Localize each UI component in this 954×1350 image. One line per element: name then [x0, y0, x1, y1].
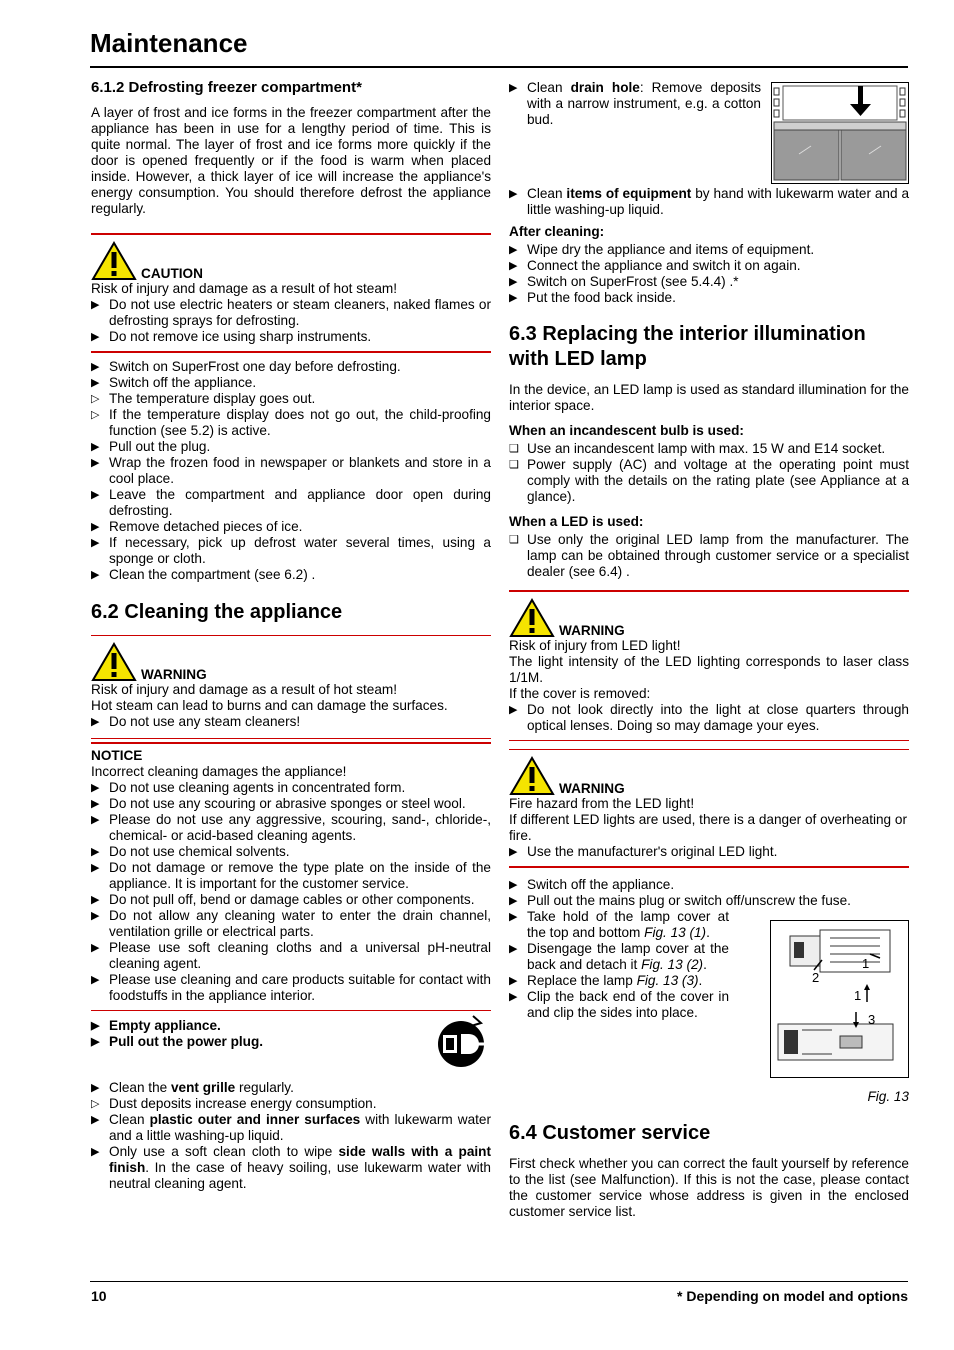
- warning-label: WARNING: [141, 667, 207, 682]
- title-rule: [90, 66, 908, 68]
- arrow-bullet-icon: ▶: [509, 879, 518, 891]
- list-item: ▷ If the temperature display does not go out, the child-proofing function (see 5.2) is active.: [91, 407, 491, 438]
- list-item: ▶ Switch on SuperFrost (see 5.4.4) .*: [509, 274, 739, 289]
- list-item: ▶ Connect the appliance and switch it on again.: [509, 258, 801, 273]
- arrow-bullet-icon: ▶: [509, 895, 518, 907]
- page-title: Maintenance: [90, 28, 248, 58]
- led-heading: When a LED is used:: [509, 514, 644, 529]
- defrost-steps: [91, 359, 491, 583]
- arrow-bullet-icon: ▶: [509, 82, 518, 94]
- figure-callout-1: 1: [854, 988, 862, 1003]
- footer-note: * Depending on model and options: [677, 1288, 908, 1304]
- result-bullet-icon: ▷: [91, 1098, 100, 1110]
- list-item: ▶ Replace the lamp Fig. 13 (3).: [509, 973, 703, 988]
- arrow-bullet-icon: ▶: [91, 716, 100, 728]
- list-item: ▶ Clean items of equipment by hand with lukewarm water and a little washing-up liquid.: [509, 186, 910, 217]
- list-item: ▷ The temperature display goes out.: [91, 391, 316, 406]
- checkbox-bullet-icon: ❑: [509, 459, 519, 471]
- list-item: ▶ Pull out the mains plug or switch off/unscrew the fuse.: [509, 893, 851, 908]
- arrow-bullet-icon: ▶: [91, 798, 100, 810]
- warning-icon: [91, 642, 137, 682]
- list-item: ▶ Do not use any scouring or abrasive sponges or steel wool.: [91, 796, 466, 811]
- list-item: ▷ Dust deposits increase energy consumption.: [91, 1096, 377, 1111]
- section-heading-6-3: 6.3 Replacing the interior illumination with LED lamp: [509, 323, 866, 370]
- notice-label: NOTICE: [91, 748, 143, 763]
- right-column: [509, 80, 909, 1220]
- list-item: ❑ Use only the original LED lamp from the manufacturer. The lamp can be obtained through customer service or a specialist dealer (see 6.4) .: [509, 532, 909, 579]
- after-cleaning-list: [509, 242, 909, 306]
- figure-callout-1: 1: [862, 956, 870, 971]
- page-number: 10: [91, 1288, 107, 1304]
- list-item: ▶ Wrap the frozen food in newspaper or blankets and store in a cool place.: [91, 455, 491, 486]
- warning2-top-rule: [509, 749, 909, 750]
- list-item: ▶ Do not allow any cleaning water to enter the drain channel, ventilation grille or electrical parts.: [91, 908, 491, 939]
- incandescent-list: [509, 441, 909, 505]
- warning-top-rule: [91, 635, 491, 636]
- warning-icon: [509, 598, 555, 638]
- warning-text: Hot steam can lead to burns and can damage the surfaces.: [91, 698, 448, 713]
- arrow-bullet-icon: ▶: [91, 1020, 100, 1032]
- warning2-bottom-rule: [509, 866, 909, 868]
- warning2-header: [509, 756, 909, 796]
- lamp-figure-block: [509, 909, 909, 1085]
- after-cleaning-heading: After cleaning:: [509, 224, 605, 239]
- list-item: ▶ Clean the compartment (see 6.2) .: [91, 567, 316, 582]
- lamp-replacement-figure: [770, 920, 909, 1078]
- list-item: ▶ Pull out the plug.: [91, 439, 211, 454]
- section-heading-6-4: 6.4 Customer service: [509, 1122, 711, 1144]
- list-item: ▶ Leave the compartment and appliance door open during defrosting.: [91, 487, 491, 518]
- list-item: ▶ Please use cleaning and care products suitable for contact with foodstuffs in the appliance interior.: [91, 972, 491, 1003]
- caution-label: CAUTION: [141, 266, 203, 281]
- section-heading-6-1-2: 6.1.2 Defrosting freezer compartment*: [91, 79, 362, 96]
- warning1-text: The light intensity of the LED lighting corresponds to laser class 1/1M.: [509, 654, 909, 685]
- footer-rule: [90, 1281, 908, 1282]
- warning2-text: Fire hazard from the LED light!: [509, 796, 695, 811]
- list-item: ▶ Only use a soft clean cloth to wipe side walls with a paint finish. In the case of heavy soiling, use lukewarm water with neutral cleaning agent.: [91, 1144, 491, 1191]
- arrow-bullet-icon: ▶: [509, 911, 518, 923]
- checkbox-bullet-icon: ❑: [509, 534, 519, 546]
- list-item: ▶ Do not use cleaning agents in concentrated form.: [91, 780, 406, 795]
- led-intro: In the device, an LED lamp is used as standard illumination for the interior space.: [509, 382, 909, 413]
- arrow-bullet-icon: ▶: [91, 782, 100, 794]
- list-item: ▶ Switch off the appliance.: [91, 375, 257, 390]
- list-item: ▶ Clean the vent grille regularly.: [91, 1080, 294, 1095]
- arrow-bullet-icon: ▶: [509, 292, 518, 304]
- list-item: ▶ Switch off the appliance.: [509, 877, 675, 892]
- warning2-list: [509, 844, 909, 860]
- warning1-bottom-rule: [509, 740, 909, 741]
- list-item: ▶ Disengage the lamp cover at the back and detach it Fig. 13 (2).: [509, 941, 729, 972]
- list-item: ▶ Do not use any steam cleaners!: [91, 714, 301, 729]
- unplug-list: [91, 1018, 491, 1050]
- list-item: ▶ Do not use electric heaters or steam cleaners, naked flames or defrosting sprays for defrosting.: [91, 297, 491, 328]
- list-item: ▶ Use the manufacturer's original LED light.: [509, 844, 778, 859]
- caution-header: [91, 241, 491, 281]
- caution-warning-icon: [91, 241, 137, 281]
- arrow-bullet-icon: ▶: [91, 862, 100, 874]
- caution-list: [91, 297, 491, 345]
- arrow-bullet-icon: ▶: [91, 299, 100, 311]
- figure-callout-3: 3: [868, 1012, 876, 1027]
- checkbox-bullet-icon: ❑: [509, 443, 519, 455]
- notice-bottom-rule: [91, 1010, 491, 1011]
- arrow-bullet-icon: ▶: [509, 943, 518, 955]
- list-item: ▶ Clip the back end of the cover in and clip the sides into place.: [509, 989, 729, 1020]
- warning-list: [91, 714, 491, 730]
- arrow-bullet-icon: ▶: [91, 910, 100, 922]
- warning-text: Risk of injury and damage as a result of hot steam!: [91, 682, 398, 697]
- defrost-intro: A layer of frost and ice forms in the freezer compartment after the appliance has been in use for a lengthy period of time. This is quite normal. The layer of frost and ice forms more quickly if the door is opened frequently or if the food is warm when placed inside. However, a thick layer of ice will increase the appliance's energy consumption. You should therefore defrost the appliance regularly.: [91, 105, 491, 216]
- list-item: ▶ Do not look directly into the light at close quarters through optical lenses. Doing so may damage your eyes.: [509, 702, 909, 733]
- list-item: ▶ Take hold of the lamp cover at the top and bottom Fig. 13 (1).: [509, 909, 729, 940]
- list-item: ▶ Do not pull off, bend or damage cables or other components.: [91, 892, 475, 907]
- list-item: ▶ Do not use chemical solvents.: [91, 844, 290, 859]
- arrow-bullet-icon: ▶: [91, 974, 100, 986]
- drain-hole-block: [509, 80, 909, 184]
- warning1-top-rule: [509, 590, 909, 592]
- list-item: ▶ Switch on SuperFrost one day before defrosting.: [91, 359, 401, 374]
- warning1-list: [509, 702, 909, 734]
- warning-bottom-rule: [91, 738, 491, 739]
- arrow-bullet-icon: ▶: [509, 975, 518, 987]
- arrow-bullet-icon: ▶: [91, 1036, 100, 1048]
- arrow-bullet-icon: ▶: [91, 814, 100, 826]
- arrow-bullet-icon: ▶: [509, 260, 518, 272]
- drain-list: [509, 80, 761, 128]
- list-item: ▶ Pull out the power plug.: [91, 1034, 264, 1049]
- warning1-text: Risk of injury from LED light!: [509, 638, 681, 653]
- list-item: ❑ Use an incandescent lamp with max. 15 W and E14 socket.: [509, 441, 886, 456]
- arrow-bullet-icon: ▶: [509, 276, 518, 288]
- warning-icon: [509, 756, 555, 796]
- list-item: ▶ Clean plastic outer and inner surfaces with lukewarm water and a little washing-up liquid.: [91, 1112, 492, 1143]
- list-item: ▶ Wipe dry the appliance and items of equipment.: [509, 242, 815, 257]
- figure-caption: Fig. 13: [867, 1089, 909, 1104]
- list-item: ▶ Do not remove ice using sharp instruments.: [91, 329, 372, 344]
- list-item: ▶ Do not damage or remove the type plate on the inside of the appliance. It is important for the customer service.: [91, 860, 491, 891]
- arrow-bullet-icon: ▶: [91, 1114, 100, 1126]
- arrow-bullet-icon: ▶: [91, 894, 100, 906]
- incandescent-heading: When an incandescent bulb is used:: [509, 423, 744, 438]
- drain-hole-illustration: [771, 82, 909, 184]
- warning1-label: WARNING: [559, 623, 625, 638]
- warning2-text: If different LED lights are used, there is a danger of overheating or fire.: [509, 812, 907, 843]
- list-item: ▶ Clean drain hole: Remove deposits with a narrow instrument, e.g. a cotton bud.: [509, 80, 761, 127]
- lamp-cover-steps: [509, 909, 729, 1021]
- caution-top-rule: [91, 233, 491, 235]
- warning2-label: WARNING: [559, 781, 625, 796]
- list-item: ▶ Put the food back inside.: [509, 290, 676, 305]
- cleaning-list: [91, 1080, 491, 1192]
- arrow-bullet-icon: ▶: [509, 244, 518, 256]
- unplug-block: [91, 1018, 491, 1074]
- section-heading-6-2: 6.2 Cleaning the appliance: [91, 601, 343, 623]
- notice-list: [91, 780, 491, 1004]
- unplug-power-icon: [435, 1014, 491, 1070]
- arrow-bullet-icon: ▶: [509, 991, 518, 1003]
- arrow-bullet-icon: ▶: [509, 704, 518, 716]
- lamp-steps: [509, 877, 909, 909]
- led-list: [509, 532, 909, 580]
- customer-service-text: First check whether you can correct the fault yourself by reference to the list (see Malfunction). If this is not the case, please contact the customer service whose address is given in the enclosed customer service list.: [509, 1156, 909, 1219]
- warning1-text: If the cover is removed:: [509, 686, 651, 701]
- list-item: ▶ Please do not use any aggressive, scouring, sand-, chloride-, chemical- or acid-based cleaning agents.: [91, 812, 491, 843]
- notice-top-rule: [91, 742, 491, 744]
- warning1-header: [509, 598, 909, 638]
- figure-callout-2: 2: [812, 970, 820, 985]
- left-column: [91, 80, 491, 1192]
- arrow-bullet-icon: ▶: [91, 846, 100, 858]
- list-item: ▶ Empty appliance.: [91, 1018, 221, 1033]
- equipment-list: [509, 186, 909, 218]
- warning-header: [91, 642, 491, 682]
- list-item: ▶ If necessary, pick up defrost water several times, using a sponge or cloth.: [91, 535, 491, 566]
- caution-text: Risk of injury and damage as a result of hot steam!: [91, 281, 398, 296]
- list-item: ▶ Remove detached pieces of ice.: [91, 519, 303, 534]
- arrow-bullet-icon: ▶: [91, 942, 100, 954]
- arrow-bullet-icon: ▶: [91, 1082, 100, 1094]
- arrow-bullet-icon: ▶: [91, 1146, 100, 1158]
- arrow-bullet-icon: ▶: [509, 188, 518, 200]
- arrow-bullet-icon: ▶: [91, 331, 100, 343]
- caution-bottom-rule: [91, 351, 491, 353]
- list-item: ▶ Please use soft cleaning cloths and a universal pH-neutral cleaning agent.: [91, 940, 491, 971]
- arrow-bullet-icon: ▶: [509, 846, 518, 858]
- list-item: ❑ Power supply (AC) and voltage at the operating point must comply with the details on the rating plate (see Appliance at a glance).: [509, 457, 909, 504]
- notice-text: Incorrect cleaning damages the appliance!: [91, 764, 347, 779]
